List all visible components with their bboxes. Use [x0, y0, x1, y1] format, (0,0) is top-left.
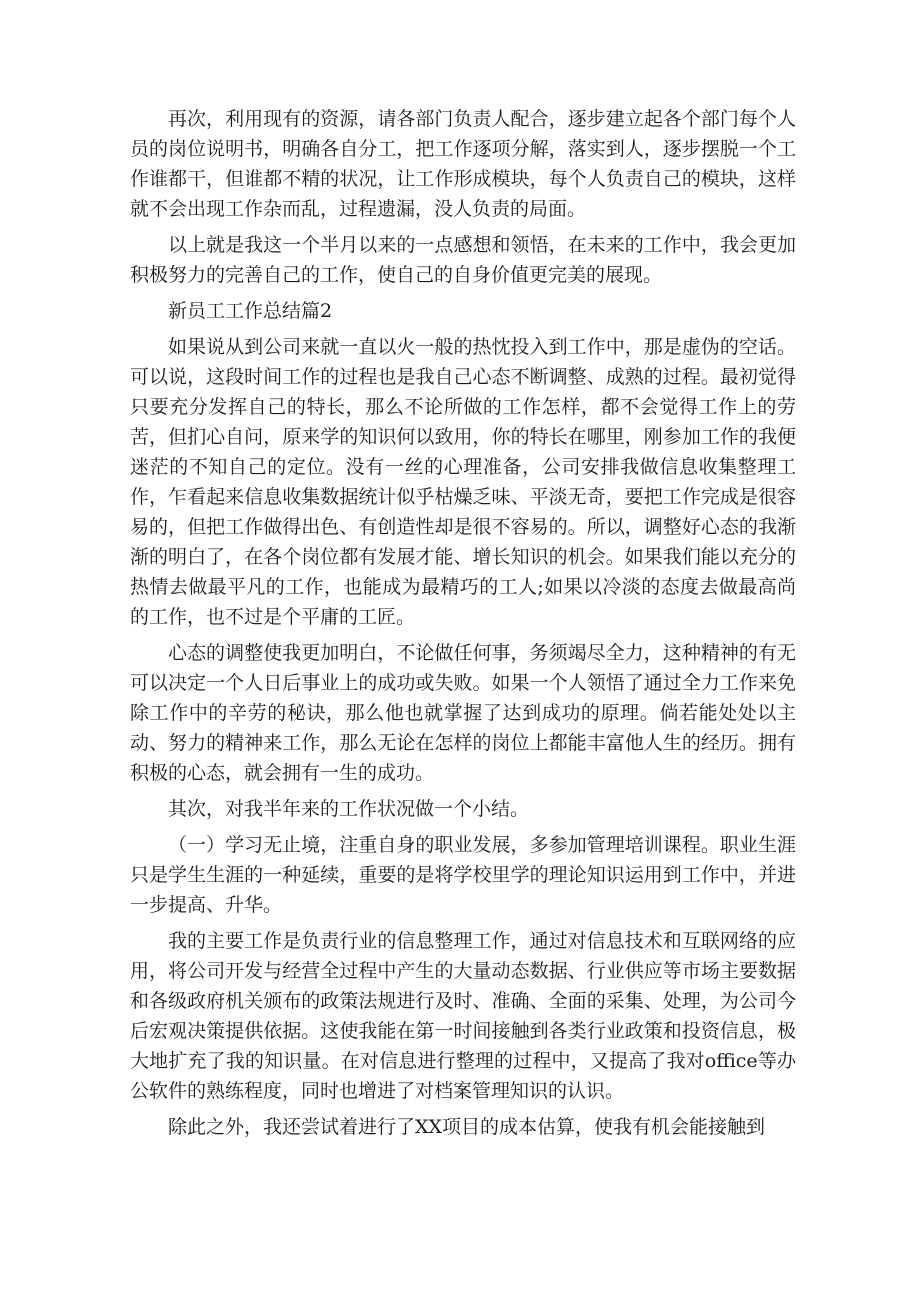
- document-body: [130, 104, 796, 1148]
- paragraph-5: 其次，对我半年来的工作状况做一个小结。: [168, 798, 530, 820]
- paragraph-7: 我的主要工作是负责行业的信息整理工作，通过对信息技术和互联网络的应用，将公司开发与经营全过程中产生的大量动态数据、行业供应等市场主要数据和各级政府机关颁布的政策法规进行及时、准确、全面的采集、处理，为公司今后宏观决策提供依据。这使我能在第一时间接触到各类行业政策和投资信息，极大地扩充了我的知识量。在对信息进行整理的过程中，又提高了我对office等办公软件的熟练程度，同时也增进了对档案管理知识的认识。: [130, 930, 796, 1102]
- section-heading: 新员工工作总结篇2: [168, 300, 333, 322]
- paragraph-1: 再次，利用现有的资源，请各部门负责人配合，逐步建立起各个部门每个人员的岗位说明书，明确各自分工，把工作逐项分解，落实到人，逐步摆脱一个工作谁都干，但谁都不精的状况，让工作形成模块，每个人负责自己的模块，这样就不会出现工作杂而乱，过程遗漏，没人负责的局面。: [130, 108, 796, 220]
- paragraph-6: （一）学习无止境，注重自身的职业发展，多参加管理培训课程。职业生涯只是学生生涯的一种延续，重要的是将学校里学的理论知识运用到工作中，并进一步提高、升华。: [130, 834, 796, 916]
- paragraph-8: 除此之外，我还尝试着进行了XX项目的成本估算，使我有机会能接触到: [168, 1116, 766, 1138]
- paragraph-2: 以上就是我这一个半月以来的一点感想和领悟，在未来的工作中，我会更加积极努力的完善自己的工作，使自己的自身价值更完美的展现。: [130, 234, 796, 286]
- paragraph-4: 心态的调整使我更加明白，不论做任何事，务须竭尽全力，这种精神的有无可以决定一个人日后事业上的成功或失败。如果一个人领悟了通过全力工作来免除工作中的辛劳的秘诀，那么他也就掌握了达到成功的原理。倘若能处处以主动、努力的精神来工作，那么无论在怎样的岗位上都能丰富他人生的经历。拥有积极的心态，就会拥有一生的成功。: [130, 642, 796, 784]
- paragraph-3: 如果说从到公司来就一直以火一般的热忱投入到工作中，那是虚伪的空话。可以说，这段时间工作的过程也是我自己心态不断调整、成熟的过程。最初觉得只要充分发挥自己的特长，那么不论所做的工作怎样，都不会觉得工作上的劳苦，但扪心自问，原来学的知识何以致用，你的特长在哪里，刚参加工作的我便迷茫的不知自己的定位。没有一丝的心理准备，公司安排我做信息收集整理工作，乍看起来信息收集数据统计似乎枯燥乏味、平淡无奇，要把工作完成是很容易的，但把工作做得出色、有创造性却是很不容易的。所以，调整好心态的我渐渐的明白了，在各个岗位都有发展才能、增长知识的机会。如果我们能以充分的热情去做最平凡的工作，也能成为最精巧的工人;如果以冷淡的态度去做最高尚的工作，也不过是个平庸的工匠。: [130, 336, 796, 628]
